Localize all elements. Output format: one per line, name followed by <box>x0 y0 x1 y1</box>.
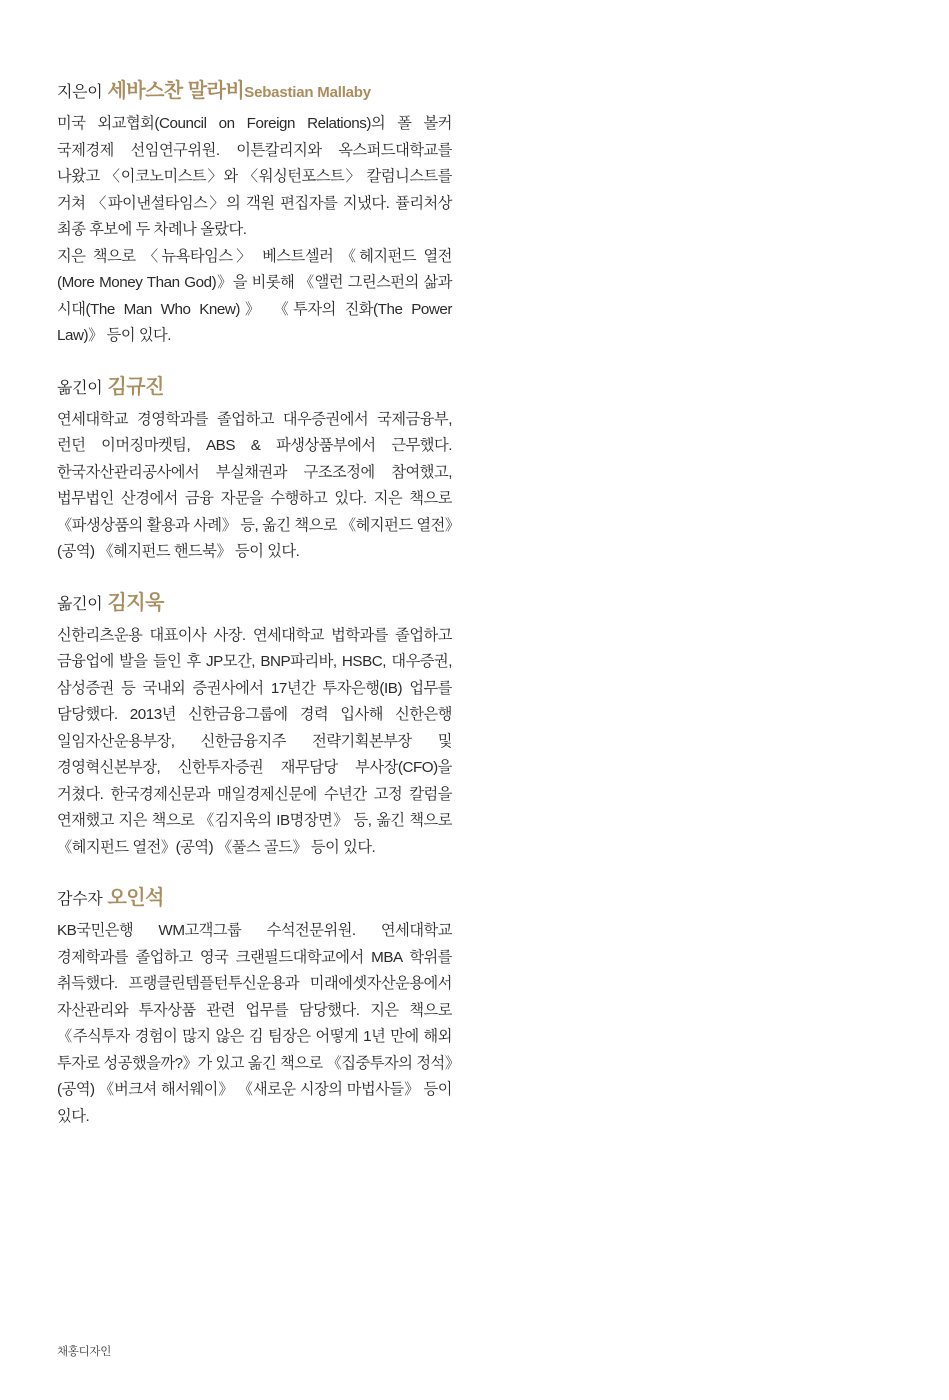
contributors-section <box>57 80 452 1130</box>
contributor-block-translator-2 <box>57 592 452 862</box>
contributor-name-ko: 김규진 <box>107 375 164 398</box>
contributor-bio-paragraph: 신한리츠운용 대표이사 사장. 연세대학교 법학과를 졸업하고 금융업에 발을 들인 후 JP모간, BNP파리바, HSBC, 대우증권, 삼성증권 등 국내외 증권사에서 17년간 투자은행(IB) 업무를 담당했다. 2013년 신한금융그룹에 경력 입사해 신한은행 일임자산운용부장, 신한금융지주 전략기획본부장 및 경영혁신본부장, 신한투자증권 재무담당 부사장(CFO)을 거쳤다. 한국경제신문과 매일경제신문에 수년간 고정 칼럼을 연재했고 지은 책으로 《김지욱의 IB명장면》 등, 옮긴 책으로 《헤지펀드 열전》(공역) 《풀스 골드》 등이 있다. <box>57 626 452 856</box>
contributor-name-en: Sebastian Mallaby <box>244 84 371 101</box>
contributor-name-ko: 세바스찬 말라비 <box>107 80 245 102</box>
design-credit: 채홍디자인 <box>57 1346 112 1358</box>
contributor-block-supervisor <box>57 887 452 1130</box>
contributor-name-ko: 김지욱 <box>107 591 164 614</box>
contributor-block-translator-1 <box>57 376 452 566</box>
contributor-heading <box>57 592 452 616</box>
contributor-bio-paragraph: 미국 외교협회(Council on Foreign Relations)의 폴 볼커 국제경제 선임연구위원. 이튼칼리지와 옥스퍼드대학교를 나왔고 〈이코노미스트〉와 〈워싱턴포스트〉 칼럼니스트를 거쳐 〈파이낸셜타임스〉의 객원 편집자를 지냈다. 퓰리처상 최종 후보에 두 차례나 올랐다. <box>57 115 452 238</box>
contributor-role: 지은이 <box>57 84 103 101</box>
contributor-role: 옮긴이 <box>57 379 103 397</box>
contributor-heading <box>57 376 452 400</box>
contributor-bio-paragraph: 연세대학교 경영학과를 졸업하고 대우증권에서 국제금융부, 런던 이머징마켓팀, ABS & 파생상품부에서 근무했다. 한국자산관리공사에서 부실채권과 구조조정에 참여했고, 법무법인 산경에서 금융 자문을 수행하고 있다. 지은 책으로 《파생상품의 활용과 사례》 등, 옮긴 책으로 《헤지펀드 열전》(공역) 《헤지펀드 핸드북》 등이 있다. <box>57 410 452 560</box>
contributor-name-ko: 오인석 <box>107 887 164 909</box>
contributor-bio-paragraph: 지은 책으로 〈뉴욕타임스〉 베스트셀러 《헤지펀드 열전(More Money Than God)》을 비롯해 《앨런 그린스펀의 삶과 시대(The Man Who Knew)》 《투자의 진화(The Power Law)》 등이 있다. <box>57 247 452 344</box>
contributor-block-author <box>57 80 452 350</box>
contributor-role: 옮긴이 <box>57 595 103 613</box>
contributor-role: 감수자 <box>57 891 103 908</box>
contributor-bio-paragraph: KB국민은행 WM고객그룹 수석전문위원. 연세대학교 경제학과를 졸업하고 영국 크랜필드대학교에서 MBA 학위를 취득했다. 프랭클린템플턴투신운용과 미래에셋자산운용에서 자산관리와 투자상품 관련 업무를 담당했다. 지은 책으로 《주식투자 경험이 많지 않은 김 팀장은 어떻게 1년 만에 해외 투자로 성공했을까?》가 있고 옮긴 책으로 《집중투자의 정석》(공역) 《버크셔 해서웨이》 《새로운 시장의 마법사들》 등이 있다. <box>57 922 452 1125</box>
contributor-heading <box>57 887 452 911</box>
contributor-heading <box>57 80 452 104</box>
